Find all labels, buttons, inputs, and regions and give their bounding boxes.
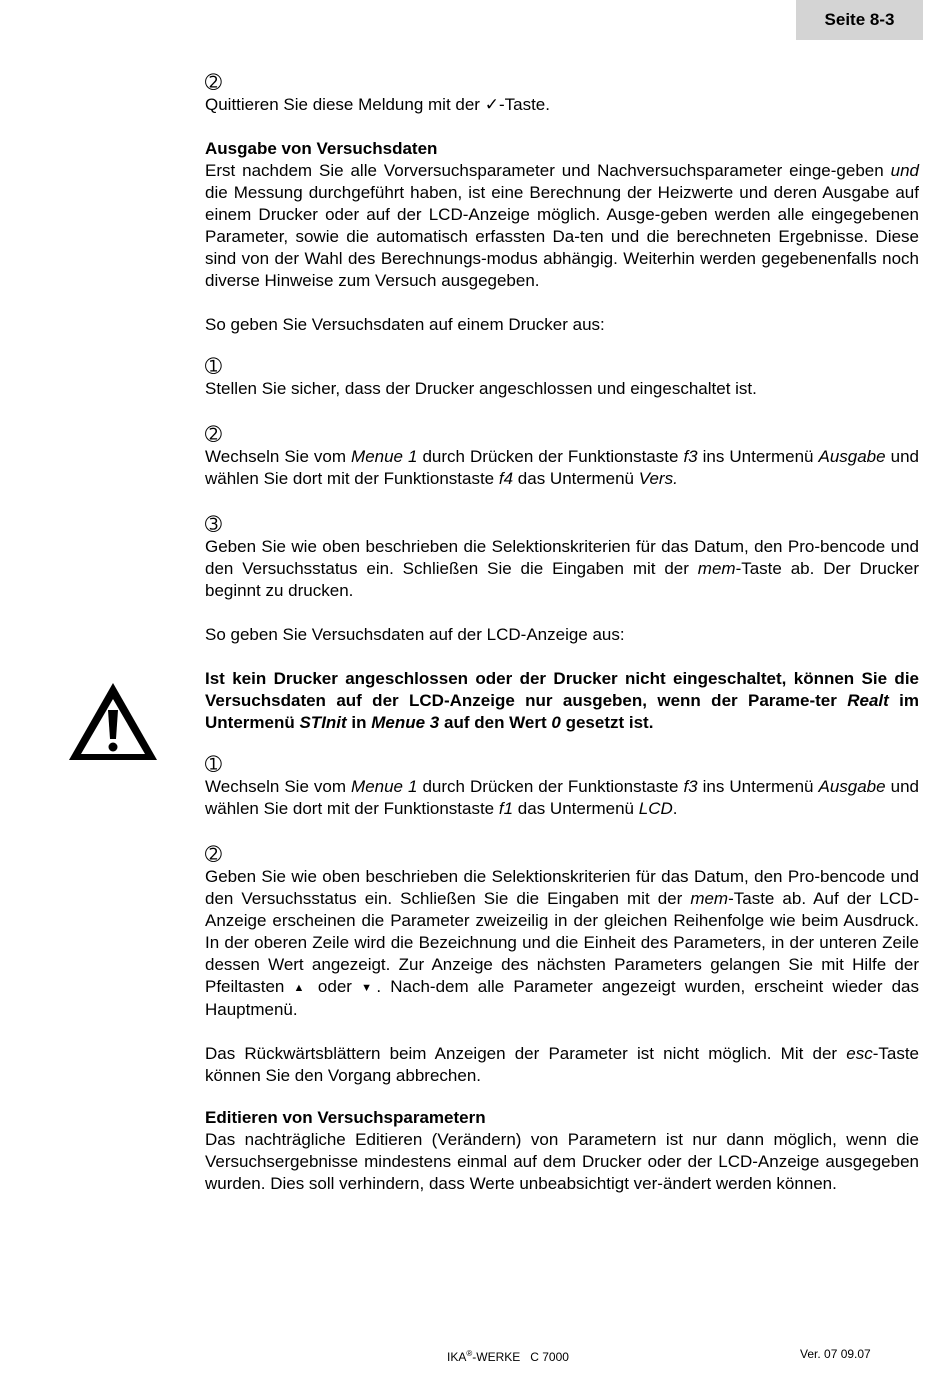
lcd-step-2: Geben Sie wie oben beschrieben die Selektionskriterien für das Datum, den Pro-bencode und den Versuchsstatus ein. Schließen Sie die Eingaben mit der mem-Taste ab. Auf der LCD-Anzeige erscheinen die Parameter zweizeilig in der gleichen Reihenfolge wie beim Ausdruck. In der oberen Zeile wird die Bezeichnung und die Einheit des Parameters, in der unteren Zeile dessen Wert angezeigt. Zur Anzeige des nächsten Parameters gelangen Sie mit Hilfe der Pfeiltasten ▲ oder ▼. Nach-dem alle Parameter angezeigt wurden, erscheint wieder das Hauptmenü. (205, 867, 920, 1019)
printer-step-1: Stellen Sie sicher, dass der Drucker angeschlossen und eingeschaltet ist. (205, 379, 757, 398)
printer-step-3: Geben Sie wie oben beschrieben die Selektionskriterien für das Datum, den Pro-bencode und den Versuchsstatus ein. Schließen Sie die Eingaben mit der mem-Taste ab. Der Drucker beginnt zu drucken. (205, 537, 919, 600)
arrow-down-key-icon: ▼ (361, 982, 377, 994)
step-number: ➂ (205, 514, 222, 536)
main-content (205, 72, 919, 1195)
lcd-intro: So geben Sie Versuchsdaten auf der LCD-Anzeige aus: (205, 625, 625, 644)
step-number: ➀ (205, 356, 222, 378)
arrow-up-key-icon: ▲ (293, 982, 309, 994)
warning-triangle-icon (66, 680, 160, 764)
step-number: ➁ (205, 844, 222, 866)
back-navigation-note: Das Rückwärtsblättern beim Anzeigen der Parameter ist nicht möglich. Mit der esc-Taste können Sie den Vorgang abbrechen. (205, 1044, 919, 1085)
warning-note: Ist kein Drucker angeschlossen oder der Drucker nicht eingeschaltet, können Sie die Versuchsdaten auf der LCD-Anzeige nur ausgeben, wenn der Parame-ter Realt im Untermenü STInit in Menue 3 auf den Wert 0 gesetzt ist. (205, 669, 920, 732)
printer-step-2: Wechseln Sie vom Menue 1 durch Drücken der Funktionstaste f3 ins Untermenü Ausgabe und wählen Sie dort mit der Funktionstaste f4 das Untermenü Vers. (205, 447, 919, 488)
check-key-icon: ✓ (484, 95, 499, 114)
footer-brand: IKA®-WERKE C 7000 (447, 1349, 569, 1364)
printer-intro: So geben Sie Versuchsdaten auf einem Drucker aus: (205, 315, 605, 334)
paragraph-output-intro: Erst nachdem Sie alle Vorversuchsparameter und Nachversuchsparameter einge-geben und die Messung durchgeführt haben, ist eine Berechnung der Heizwerte und deren Ausgabe auf einem Drucker oder auf der LCD-Anzeige möglich. Ausge-geben werden alle eingegebenen Parameter, sowie die automatisch erfassten Da-ten und die berechneten Ergebnisse. Diese sind von der Wahl des Berechnungs-modus abhängig. Weiterhin werden gegebenenfalls noch diverse Hinweise zum Versuch ausgegeben. (205, 161, 919, 290)
section-heading-output: Ausgabe von Versuchsdaten (205, 139, 438, 158)
confirm-message-line: Quittieren Sie diese Meldung mit der ✓-Taste. (205, 95, 550, 114)
page-number-badge: Seite 8-3 (796, 0, 923, 40)
lcd-step-1: Wechseln Sie vom Menue 1 durch Drücken der Funktionstaste f3 ins Untermenü Ausgabe und wählen Sie dort mit der Funktionstaste f1 das Untermenü LCD. (205, 777, 919, 818)
step-number: ➀ (205, 754, 222, 776)
step-number: ➁ (205, 424, 222, 446)
section-heading-edit: Editieren von Versuchsparametern (205, 1108, 486, 1127)
step-number: ➁ (205, 72, 222, 94)
footer-version: Ver. 07 09.07 (800, 1347, 871, 1361)
paragraph-edit: Das nachträgliche Editieren (Verändern) von Parametern ist nur dann möglich, wenn die Versuchsergebnisse mindestens einmal auf dem Drucker oder der LCD-Anzeige ausgegeben wurden. Dies soll verhindern, dass Werte unbeabsichtigt ver-ändert werden können. (205, 1130, 919, 1193)
